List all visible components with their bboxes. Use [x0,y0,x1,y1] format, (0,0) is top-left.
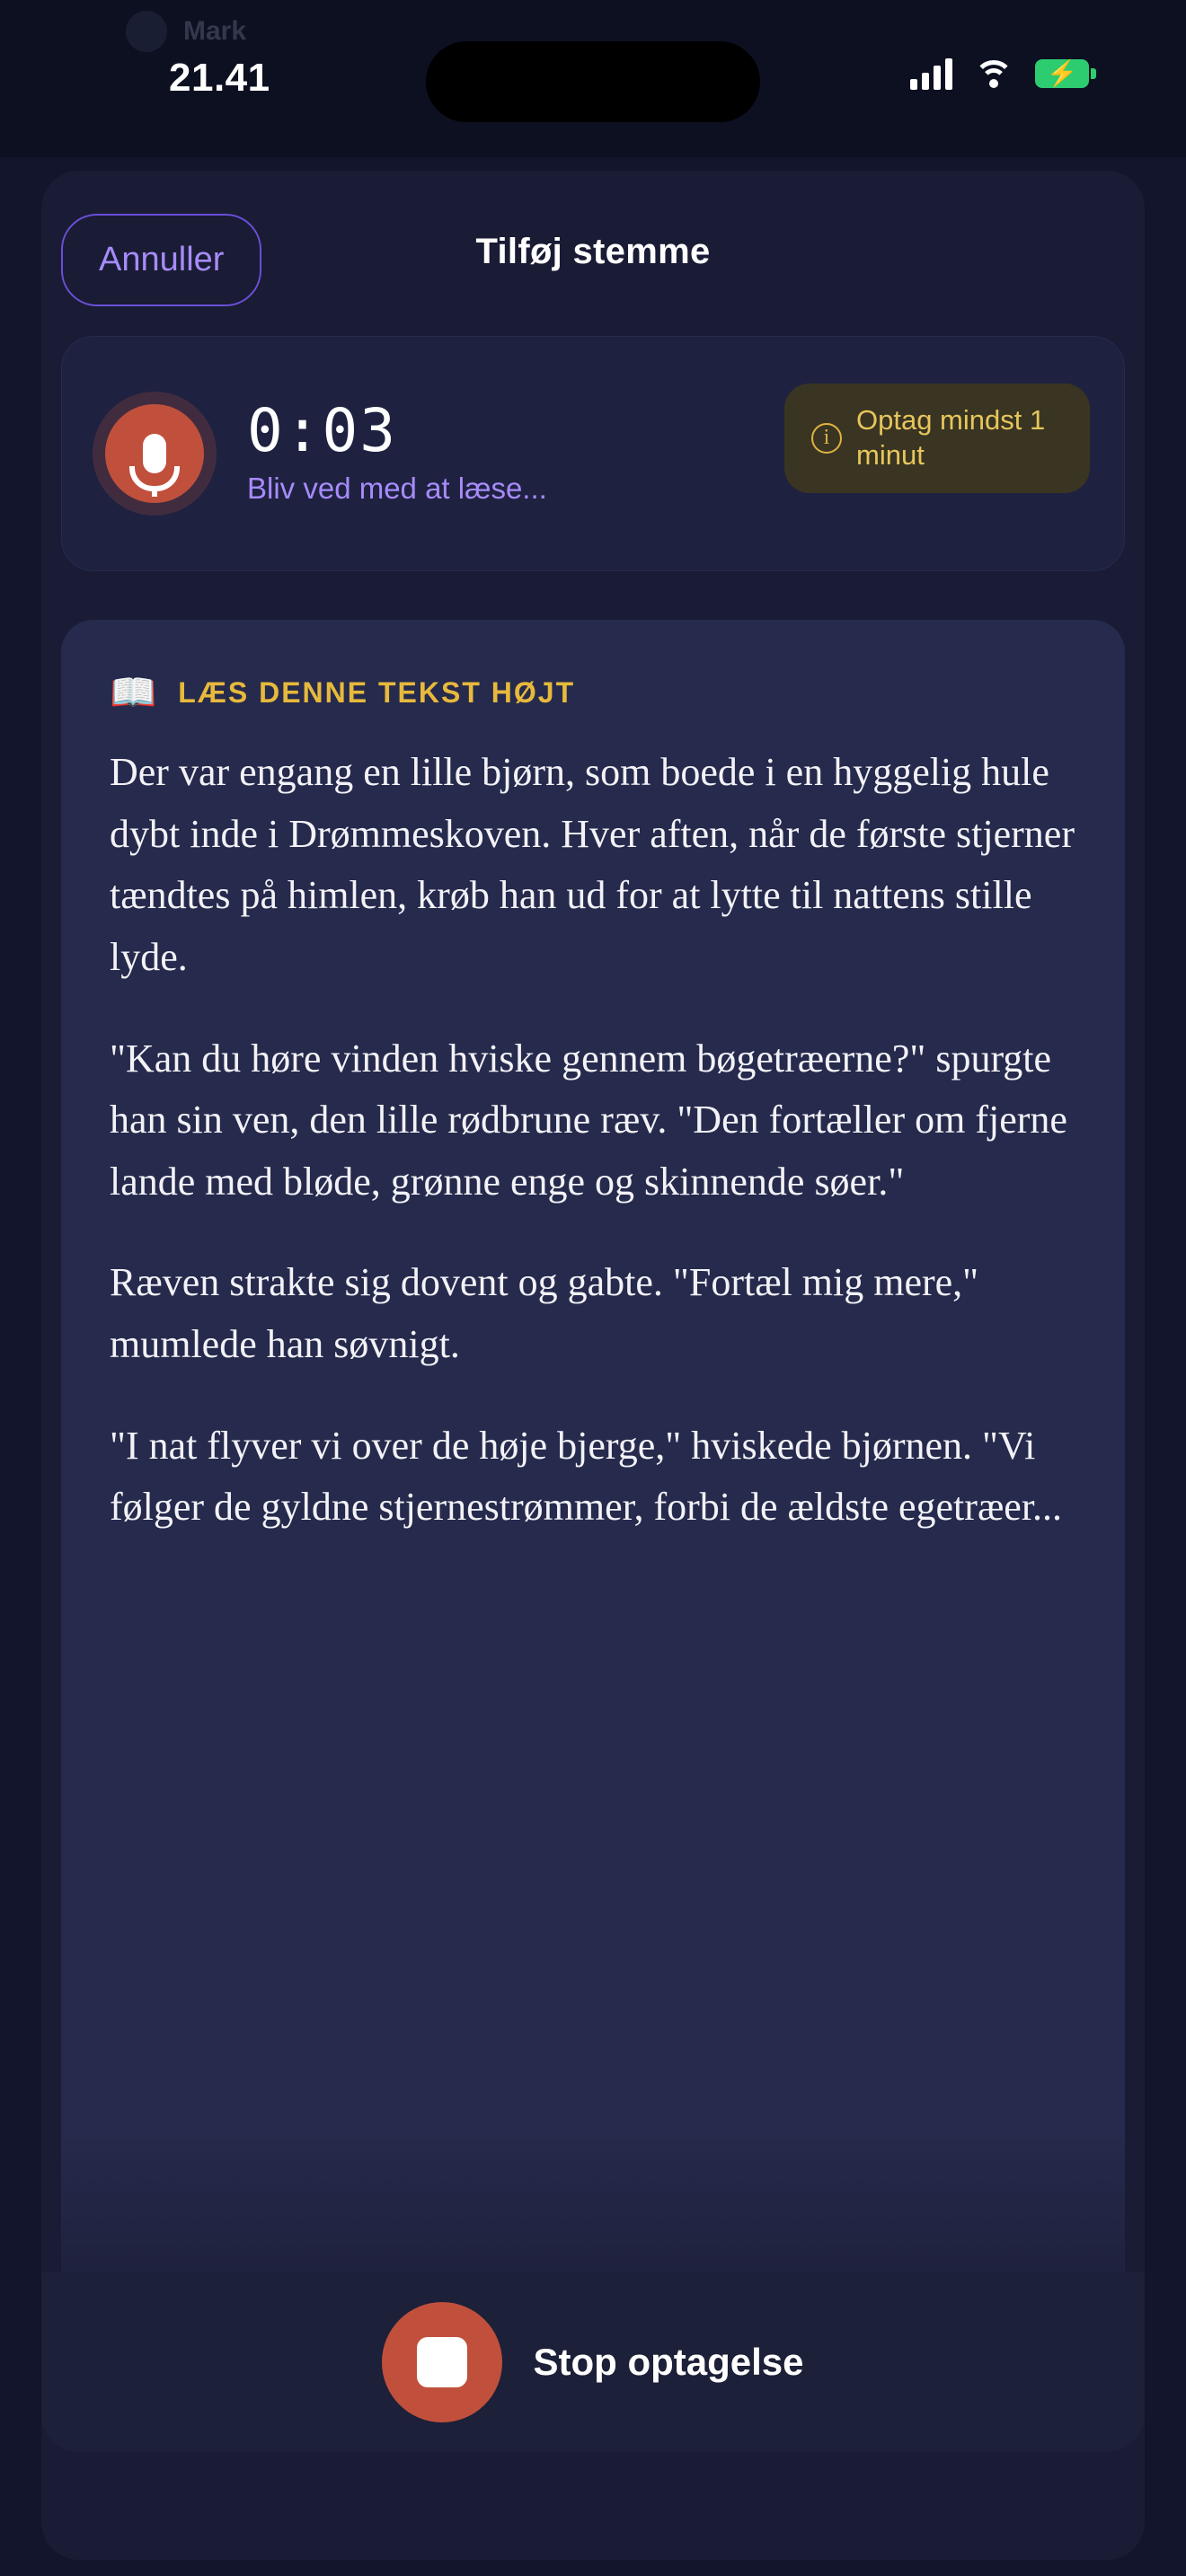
story-paragraph: "Kan du høre vinden hviske gennem bøgetræerne?" spurgte han sin ven, den lille rødbrune ræv. "Den fortæller om fjerne lande med bløde, grønne enge og skinnende søer." [110,1036,1067,1204]
story-paragraph: Ræven strakte sig dovent og gabte. "Fortæl mig mere," mumlede han søvnigt. [110,1260,979,1366]
story-paragraph: Der var engang en lille bjørn, som boede i en hyggelig hule dybt inde i Drømmeskoven. Hver aften, når de første stjerner tændtes på himlen, krøb han ud for at lytte til nattens stille lyde. [110,750,1075,979]
page-title: Tilføj stemme [475,232,711,271]
read-aloud-text [61,711,1125,1539]
stop-square-icon[interactable] [382,2302,502,2422]
background-app-indicator [126,11,246,52]
stop-recording-label: Stop optagelse [533,2341,804,2383]
recording-hint: Bliv ved med at læse... [247,472,547,505]
read-aloud-card [61,620,1125,2335]
battery-charging-icon: ⚡ [1035,59,1089,88]
minimum-duration-text: Optag mindst 1 minut [856,404,1046,471]
background-app-label: Mark [183,16,247,46]
microphone-icon [105,404,204,503]
story-paragraph: "I nat flyver vi over de høje bjerge," hviskede bjørnen. "Vi følger de gyldne stjernestrømmer, forbi de ældste egetræer... [110,1423,1063,1530]
minimum-duration-badge [784,384,1090,493]
status-bar-indicators [910,57,1089,90]
recorder-status-card [61,336,1125,571]
status-bar [0,0,1186,157]
dynamic-island [426,41,760,122]
stop-recording-bar[interactable] [41,2272,1145,2452]
cellular-bars-icon [910,57,952,90]
wifi-icon [974,58,1013,89]
recorder-info [247,396,547,506]
read-aloud-heading: LÆS DENNE TEKST HØJT [178,675,576,709]
sheet-navigation-bar [41,171,1145,323]
info-circle-icon: i [811,423,842,454]
cancel-button[interactable]: Annuller [61,214,261,306]
status-bar-clock: 21.41 [169,56,270,100]
recording-timer: 0:03 [247,396,397,465]
read-aloud-header [61,620,1125,711]
open-book-icon: 📖 [110,671,157,713]
app-avatar-icon [126,11,167,52]
add-voice-sheet [41,171,1145,2560]
